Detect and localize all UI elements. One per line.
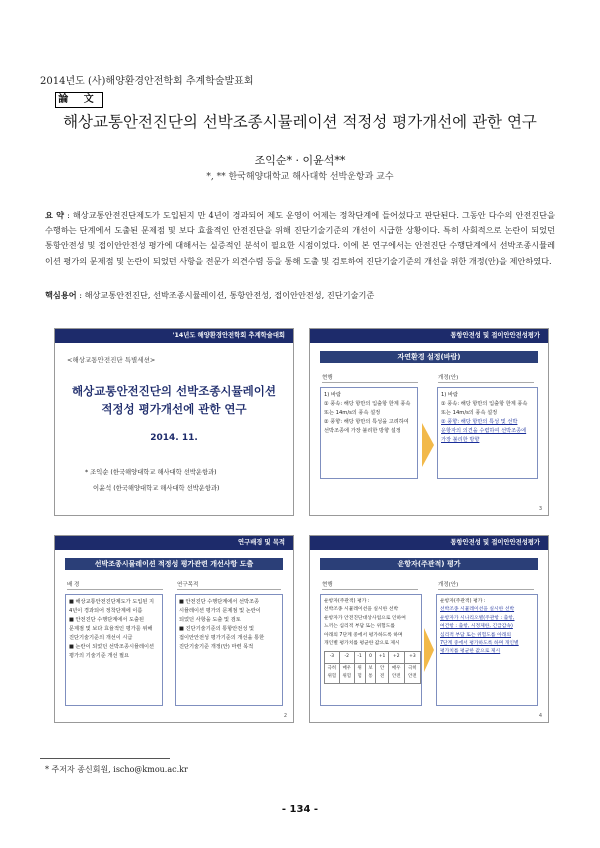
text-line: 여건항 : 출항, 시정제한, 긴급감속) [440,624,513,630]
slide-top-bar: 통항안전성 및 접이안안전성평가 [310,536,548,550]
text-line: 접이안안전성 평가기준의 개선을 통한 [179,635,265,641]
slide-date: 2014. 11. [150,433,198,443]
scale-value: -3 [325,652,340,663]
text-line: 선박조종 시뮬레이션을 실시한 선박 [324,607,399,613]
scale-value: 0 [365,652,376,663]
slide-subtitle: 운항자(주관적) 평가 [320,558,538,570]
text-line: 운항자(주관적) 평가 : [324,599,370,604]
text-line: ■ 진단기술기준의 통항안전성 및 [179,626,254,632]
slide-page-number: 3 [538,506,542,512]
slide-subtitle: 선박조종시뮬레이션 적정성 평가관련 개선사항 도출 [65,558,283,570]
footnote-divider [40,758,170,759]
column-purpose: 연구목적 [177,580,281,590]
text-line: 심리적 부담 또는 위험도를 아래의 [440,632,511,638]
arrow-right-icon [424,628,434,672]
text-line: 또는 14m/s의 풍속 설정 [324,410,381,416]
scale-label: 매우 위험 [339,663,354,683]
text-line: 되었던 사항을 도출 및 검토 [179,617,241,623]
paper-affiliation: *, ** 한국해양대학교 해사대학 선박운항과 교수 [206,172,394,182]
text-line: 진단기술기준 개정(안) 마련 목적 [179,644,254,650]
slide-series: <해상교통안전진단 특별세션> [67,356,156,364]
text-line: ② 풍향: 해당 항만의 특성 및 선박 [441,419,518,425]
slide-top-bar: 통항안전성 및 접이안안전성평가 [310,329,548,343]
text-line: 4년이 경과되어 정착단계에 이름 [69,608,143,614]
text-line: 느끼는 심리적 부담 또는 위험도를 [324,624,395,630]
paper-authors: 조익순* · 이윤석** [254,154,346,167]
text-line: 1) 바람 [324,392,341,398]
text-line: 운항자가 안전진단대상사업으로 인하여 [324,615,406,621]
text-line: 1) 바람 [441,392,458,398]
abstract-text: : 해상교통안전진단제도가 도입된지 만 4년이 경과되어 제도 운영이 어제는 정착단계에 들어섰다고 판단된다. 그동안 다수의 안전진단을 수행하는 단계에서 도출된 문제점 및 보다 효율적인 안전진단을 위해 진단기술기준의 개선이 시급한 상황이다. 특히 사회적으로 논란이 되었던 통항안전성 및 접이안안전성 평가에 대해서는 실증적인 분석이 필요한 시점이었다. 이에 본 연구에서는 안전진단 수행단계에서 선박조종시뮬레이션 평가의 문제점 및 논란이 되었던 사항을 전문가 의견수렴 등을 통해 도출 및 검토하여 진단기술기준의 개선을 위한 개정(안)을 제안하였다. [45,210,555,266]
keywords-text: : 해상교통안전진단, 선박조종시뮬레이션, 통항안전성, 접이안안전성, 진단기술기준 [76,290,375,300]
text-line: ① 풍속: 해당 항만의 입출항 한계 풍속 [324,401,411,407]
text-line: 평가치를 평균한 값으로 제시 [440,649,501,655]
slide-title-line2: 적정성 평가개선에 관한 연구 [101,402,247,416]
text-line: 운항자가 시나리오별(주관항 : 출항, [440,615,515,621]
slide-title-line1: 해상교통안전진단의 선박조종시뮬레이션 [72,384,276,398]
column-current: 현행 [322,580,418,590]
column-background: 배 경 [67,580,163,590]
current-box [320,387,418,479]
slide-page-number: 4 [538,713,542,719]
text-line: 7단계 중에서 평가하도록 하며 개인별 [440,641,519,647]
column-revised: 개정(안) [438,580,534,590]
text-line: 선박조종에 가장 불리한 방향 설정 [324,428,401,434]
slide-page-number: 2 [283,713,287,719]
text-line: 진단기술기준의 개선이 시급 [69,635,133,641]
scale-value: +2 [388,652,404,663]
scale-label: 매우 안전 [388,663,404,683]
scale-value: +1 [376,652,388,663]
slide-top-bar: 연구배경 및 목적 [55,536,293,550]
text-line: 운항자(주관적) 평가 : [440,599,486,604]
slide-title [54,328,294,516]
keywords [45,290,565,301]
slide-operator-evaluation [309,535,549,723]
scale-label: 극히 안전 [404,663,420,683]
article-type-tag: 論 文 [55,92,103,108]
background-box [65,594,163,706]
keywords-label: 핵심용어 [45,290,77,300]
slide-wind-setting [309,328,549,516]
scale-label: 보통 [365,663,376,683]
text-line: ■ 해상교통안전진단제도가 도입된 지 [69,599,155,605]
arrow-right-icon [422,423,434,467]
scale-value: +3 [404,652,420,663]
text-line: 아래의 7단계 중에서 평가하도록 하며 [324,632,403,638]
text-line: 또는 14m/s의 풍속 설정 [441,410,498,416]
text-line: 평가의 기술기준 개선 필요 [69,653,130,659]
text-line: ■ 안전진단 수행단계에서 도출된 [69,617,144,623]
paper-title: 해상교통안전진단의 선박조종시뮬레이션 적정성 평가개선에 관한 연구 [63,113,537,131]
revised-box [436,594,538,706]
abstract-label: 요 약 [45,210,65,220]
slide-subtitle: 자연환경 설정(바람) [320,351,538,363]
slide-author2: 이윤석 (한국해양대학교 해사대학 선박운항과) [93,485,220,492]
slide-top-bar: '14년도 해양환경안전학회 추계학술대회 [55,329,293,343]
purpose-box [175,594,283,706]
abstract [45,208,555,269]
scale-value: -1 [354,652,365,663]
running-head: 2014년도 (사)해양환경안전학회 추계학술발표회 [40,76,254,87]
text-line: 개인별 평가치를 평균한 값으로 제시 [324,641,400,647]
scale-value: -2 [339,652,354,663]
page-number: - 134 - [281,804,319,815]
text-line: 시뮬레이션 평가의 문제점 및 논란이 [179,608,261,614]
column-revised: 개정(안) [438,373,534,383]
scale-label: 극히 위험 [325,663,340,683]
text-line: 가장 불리한 방향 [441,437,480,443]
footnote: * 주저자 종신회원, ischo@kmou.ac.kr [45,765,188,774]
text-line: 문제점 및 보다 효율적인 평가를 위해 [69,626,153,632]
scale-label: 위험 [354,663,365,683]
text-line: ■ 안전진단 수행단계에서 선박조종 [179,599,260,605]
text-line: ② 풍향: 해당 항만의 특성을 고려하여 [324,419,409,425]
rating-scale-table [324,651,421,683]
scale-label: 안전 [376,663,388,683]
text-line: ■ 논란이 되었던 선박조종시뮬레이션 [69,644,155,650]
slide-background-purpose [54,535,294,723]
text-line: 운항자의 의견을 수렴하여 선박조종에 [441,428,527,434]
text-line: 선박조종 시뮬레이션을 실시한 선박 [440,607,515,613]
current-box [320,594,422,706]
text-line: ① 풍속: 해당 항만의 입출항 한계 풍속 [441,401,528,407]
slide-author1: * 조익순 (한국해양대학교 해사대학 선박운항과) [85,469,217,476]
column-current: 현행 [322,373,418,383]
revised-box [437,387,538,479]
